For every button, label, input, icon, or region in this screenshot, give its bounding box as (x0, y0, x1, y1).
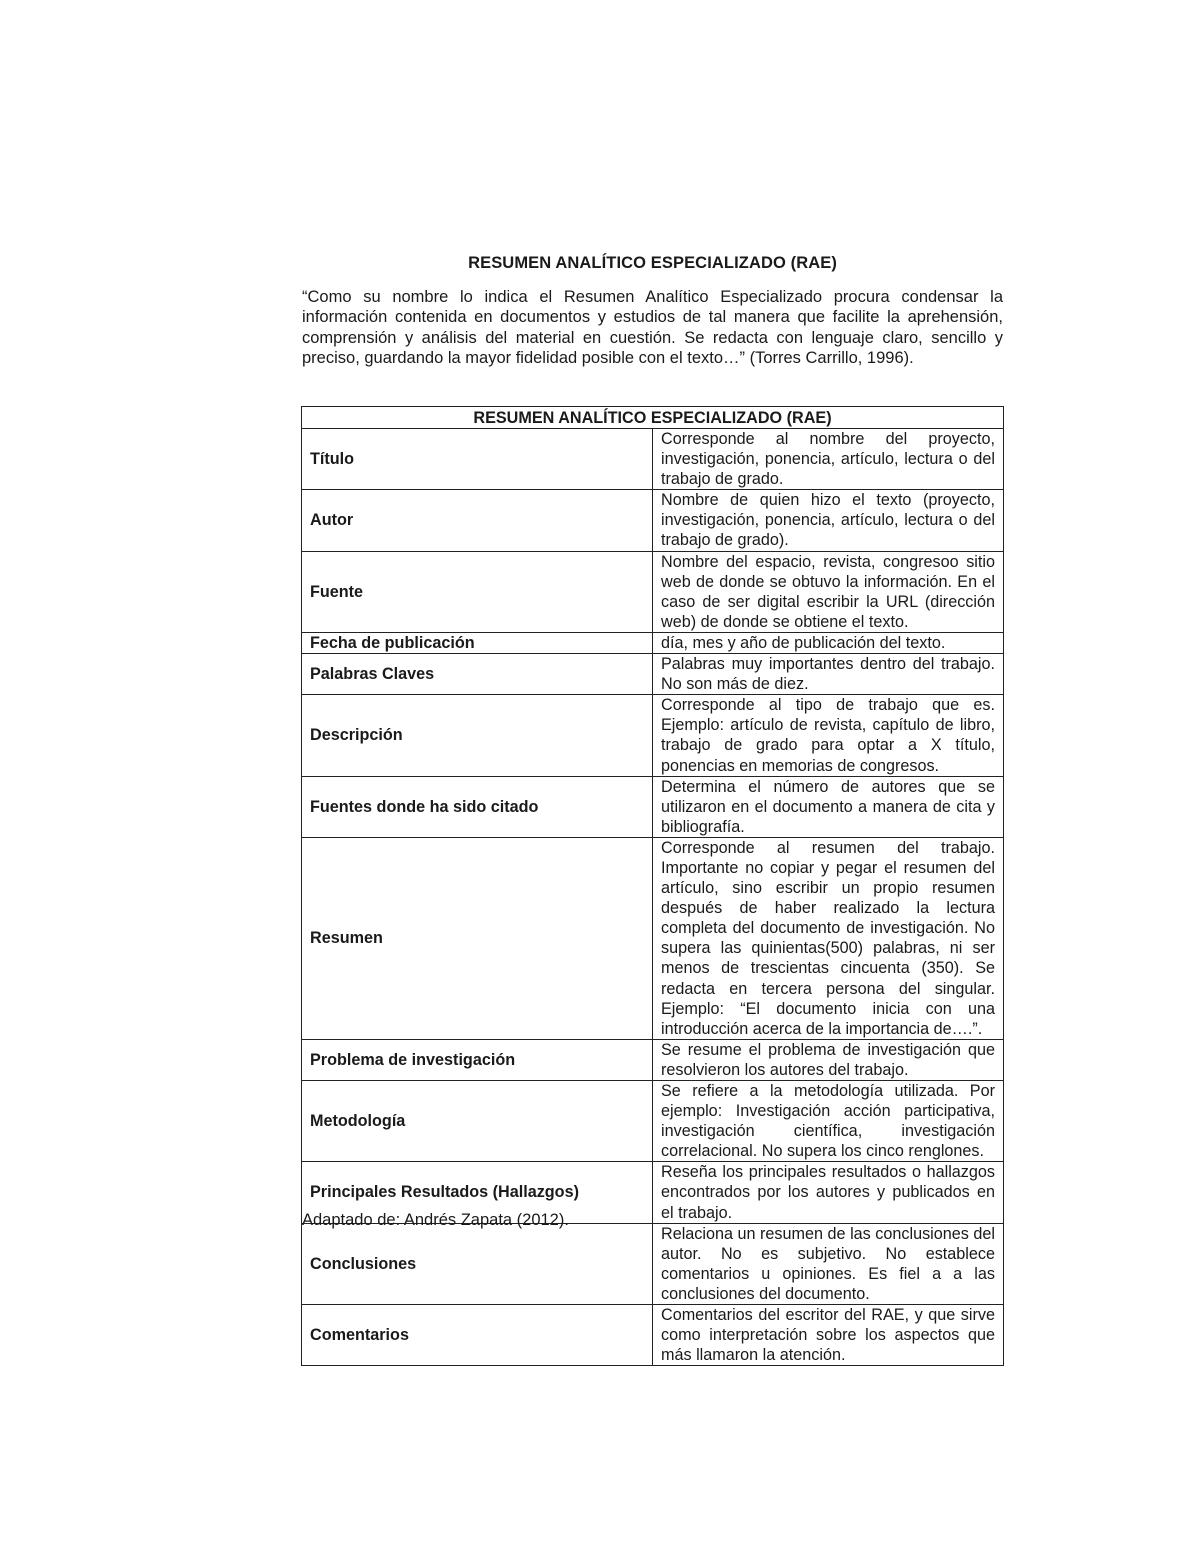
row-label: Autor (302, 490, 653, 551)
table-row (302, 776, 1004, 837)
table-row (302, 490, 1004, 551)
table-row (302, 695, 1004, 776)
row-label: Resumen (302, 837, 653, 1039)
table-row (302, 1081, 1004, 1162)
row-description: Determina el número de autores que se utilizaron en el documento a manera de cita y bibliografía. (653, 776, 1004, 837)
row-description: día, mes y año de publicación del texto. (653, 632, 1004, 653)
row-description: Reseña los principales resultados o hallazgos encontrados por los autores y publicados en el trabajo. (653, 1162, 1004, 1223)
row-description: Nombre de quien hizo el texto (proyecto, investigación, ponencia, artículo, lectura o del trabajo de grado). (653, 490, 1004, 551)
page-title: RESUMEN ANALÍTICO ESPECIALIZADO (RAE) (468, 254, 837, 272)
row-description: Palabras muy importantes dentro del trabajo. No son más de diez. (653, 654, 1004, 695)
row-label: Fuente (302, 551, 653, 632)
table-row (302, 1039, 1004, 1080)
table-header: RESUMEN ANALÍTICO ESPECIALIZADO (RAE) (302, 407, 1004, 429)
table-header-row (302, 407, 1004, 429)
table-row (302, 1223, 1004, 1304)
row-label: Comentarios (302, 1305, 653, 1366)
row-label: Palabras Claves (302, 654, 653, 695)
row-description: Corresponde al resumen del trabajo. Importante no copiar y pegar el resumen del artículo, sino escribir un propio resumen después de haber realizado la lectura completa del documento de investigación. No supera las quinientas(500) palabras, ni ser menos de trescientas cincuenta (350). Se redacta en tercera persona del singular. Ejemplo: “El documento inicia con una introducción acerca de la importancia de….”. (653, 837, 1004, 1039)
table-row (302, 1305, 1004, 1366)
row-description: Corresponde al tipo de trabajo que es. Ejemplo: artículo de revista, capítulo de libro, trabajo de grado para optar a X título, ponencias en memorias de congresos. (653, 695, 1004, 776)
table-row (302, 551, 1004, 632)
table-row (302, 429, 1004, 490)
row-label: Título (302, 429, 653, 490)
intro-paragraph: “Como su nombre lo indica el Resumen Analítico Especializado procura condensar la información contenida en documentos y estudios de tal manera que facilite la aprehensión, comprensión y análisis del material en cuestión. Se redacta con lenguaje claro, sencillo y preciso, guardando la mayor fidelidad posible con el texto…” (Torres Carrillo, 1996). (302, 288, 1003, 368)
table-row (302, 837, 1004, 1039)
row-label: Fuentes donde ha sido citado (302, 776, 653, 837)
row-description: Se refiere a la metodología utilizada. Por ejemplo: Investigación acción participativa, investigación científica, investigación correlacional. No supera los cinco renglones. (653, 1081, 1004, 1162)
row-label: Descripción (302, 695, 653, 776)
table-row (302, 654, 1004, 695)
row-description: Relaciona un resumen de las conclusiones del autor. No es subjetivo. No establece comentarios u opiniones. Es fiel a a las conclusiones del documento. (653, 1223, 1004, 1304)
table-row (302, 632, 1004, 653)
row-label: Conclusiones (302, 1223, 653, 1304)
row-description: Comentarios del escritor del RAE, y que sirve como interpretación sobre los aspectos que más llamaron la atención. (653, 1305, 1004, 1366)
row-label: Metodología (302, 1081, 653, 1162)
footer-note: Adaptado de: Andrés Zapata (2012). (302, 1211, 569, 1229)
row-description: Se resume el problema de investigación que resolvieron los autores del trabajo. (653, 1039, 1004, 1080)
row-label: Fecha de publicación (302, 632, 653, 653)
row-label: Principales Resultados (Hallazgos) (302, 1162, 653, 1223)
row-label: Problema de investigación (302, 1039, 653, 1080)
row-description: Corresponde al nombre del proyecto, investigación, ponencia, artículo, lectura o del trabajo de grado. (653, 429, 1004, 490)
row-description: Nombre del espacio, revista, congresoo sitio web de donde se obtuvo la información. En el caso de ser digital escribir la URL (dirección web) de donde se obtiene el texto. (653, 551, 1004, 632)
